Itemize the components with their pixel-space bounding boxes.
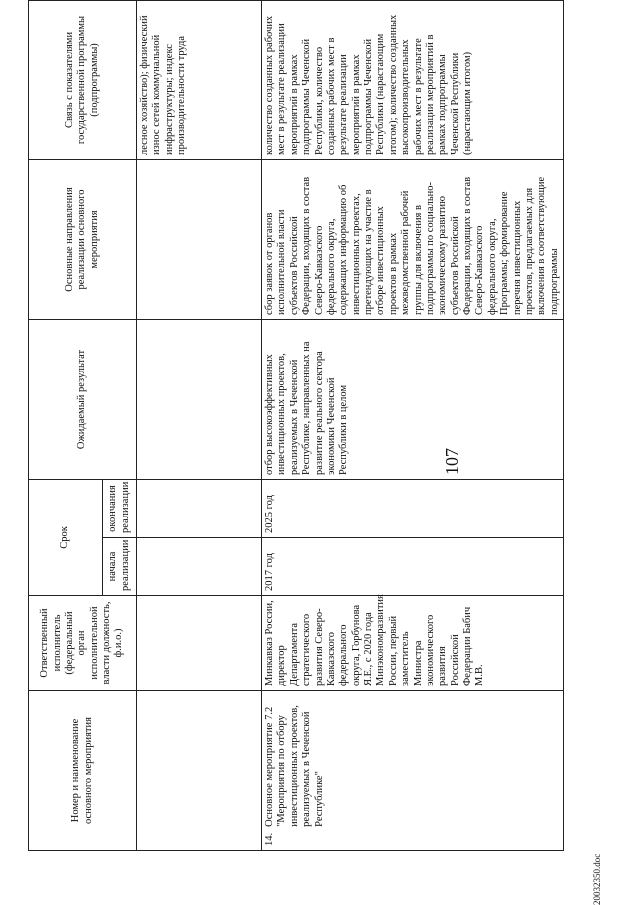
start-cell: 2017 год: [262, 538, 564, 596]
header-link: Связь с показателями государственной программы (подпрограммы): [29, 0, 137, 159]
end-cell: 2025 год: [262, 479, 564, 537]
header-term-end: окончания реализации: [103, 479, 137, 537]
header-directions: Основные направления реализации основного мероприятия: [29, 159, 137, 319]
header-term-start: начала реализации: [103, 538, 137, 596]
link-cell: количество созданных рабочих мест в результате реализации мероприятий в рамках подпрограммы Чеченской Республики, количество созданных рабочих мест в результате реализации мероприятий в рамках подпрограммы Чеченской Республики (нарастающим итогом); количество созданных высокопроизводительных рабочих мест в результате реализации мероприятий в рамках подпрограммы Чеченской Республики (нарастающим итогом): [262, 0, 564, 159]
header-term: Срок: [29, 479, 103, 595]
measure-name: Основное мероприятие 7.2 "Мероприятия по отбору инвестиционных проектов, реализуемых в Чеченской Республике": [264, 705, 325, 827]
document-id: 20032350.doc: [592, 853, 602, 905]
measures-table: [28, 0, 564, 851]
page-number: 107: [442, 448, 462, 475]
expected-cell: отбор высокоэффективных инвестиционных проектов, реализуемых в Чеченской Республике, направленных на развитие реального сектора экономики Чеченской Республики в целом: [262, 319, 564, 479]
responsible-cell: Минкавказ России, директор Департамента стратегического развития Северо-Кавказского федерального округа, Горбунова Я.Е., с 2020 года Минэкономразвития России, первый заместитель Министра экономического развития Российской Федерации Бабич М.В.: [262, 596, 564, 691]
header-expected: Ожидаемый результат: [29, 319, 137, 479]
header-number-name: Номер и наименование основного мероприятия: [29, 691, 137, 851]
row-number: 14.: [264, 832, 275, 846]
directions-cell: сбор заявок от органов исполнительной власти субъектов Российской Федерации, входящих в состав Северо-Кавказского федерального округа, содержащих информацию об инвестиционных проектах, претендующих на участие в отборе инвестиционных проектов в рамках межведомственной рабочей группы для включения в подпрограммы по социально-экономическому развитию субъектов Российской Федерации, входящих в состав Северо-Кавказского федерального округа, Программы; формирование перечня инвестиционных проектов, предлагаемых для включения в соответствующие подпрограммы: [262, 159, 564, 319]
table-row: [137, 0, 262, 850]
prev-row-link: лесное хозяйство); физический износ сетей коммунальной инфраструктуры; индекс производительности труда: [137, 0, 262, 159]
table-row: [262, 0, 564, 850]
header-responsible: Ответственный исполнитель (федеральный орган исполнительной власти должность, ф.и.о.): [29, 596, 137, 691]
